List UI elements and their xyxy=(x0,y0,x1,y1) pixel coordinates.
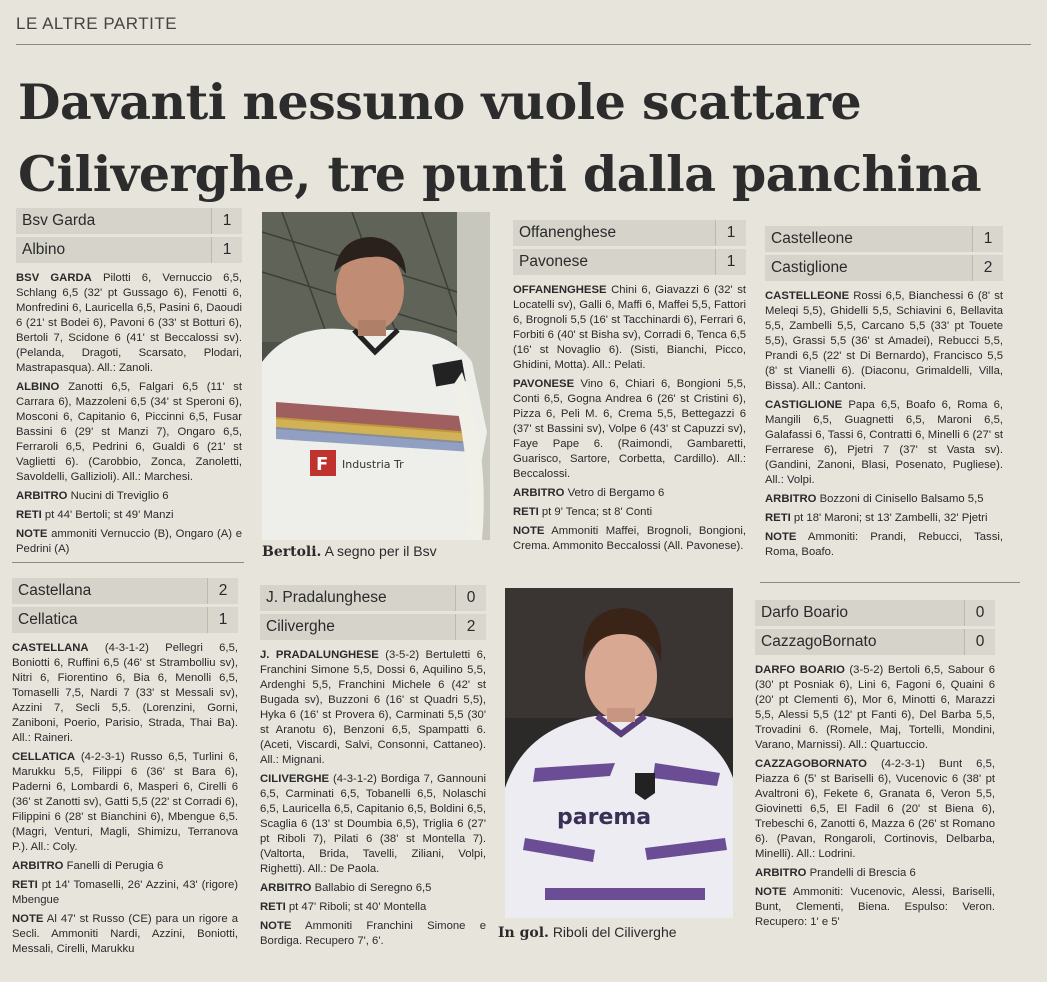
report-label: NOTE xyxy=(513,525,545,537)
match-box xyxy=(755,600,995,934)
home-team-name: Bsv Garda xyxy=(22,212,96,229)
away-team-row xyxy=(260,614,486,640)
report-text: (3-5-2) Bertoli 6,5, Sabour 6 (30' pt Posniak 6), Lini 6, Fagoni 6, Quaini 6 (20' pt Clementi 6), Mor 6, Minotti 6, Marazzi 5,5, Alessi 5,5 (12' pt Fanti 6), Del Barba 5,5, Trovadini 6. (Romele, Maj, Tortelli, Mondini, Varano, Marnissi). All.: Quartuccio. xyxy=(755,664,995,751)
photo2-caption xyxy=(498,924,677,941)
away-team-score: 0 xyxy=(964,629,995,655)
report-text: Vetro di Bergamo 6 xyxy=(567,487,665,499)
section-label: LE ALTRE PARTITE xyxy=(16,14,178,33)
report-paragraph xyxy=(513,524,746,554)
away-team-score: 2 xyxy=(972,255,1003,281)
report-label: CELLATICA xyxy=(12,751,76,763)
report-text: Al 47' st Russo (CE) para un rigore a Secli. Ammoniti Nardi, Azzini, Boniotti, Messali, Cirelli, Marukku xyxy=(12,913,238,955)
report-text: pt 44' Bertoli; st 49' Manzi xyxy=(44,509,174,521)
report-text: Ballabio di Seregno 6,5 xyxy=(314,882,432,894)
match-box xyxy=(765,226,1003,564)
home-team-name: Castelleone xyxy=(771,230,853,247)
report-text: Vino 6, Chiari 6, Bongioni 5,5, Conti 6,5, Gogna Andrea 6 (26' st Cristini 6), Pizza 6, Peli M. 6, Crema 5,5, Bettegazzi 6 (37' st Bassini sv), Volpe 6 (43' st Capuzzi sv), Faye Pape 6. (Raimondi, Gambaretti, Guarisco, Sartore, Corbetta, Cardillo). All.: Beccalossi. xyxy=(513,378,746,480)
report-label: ARBITRO xyxy=(765,493,817,505)
report-paragraph xyxy=(12,912,238,957)
report-label: NOTE xyxy=(755,886,787,898)
home-team-score: 1 xyxy=(715,220,746,246)
report-text: Nucini di Treviglio 6 xyxy=(70,490,169,502)
match-report xyxy=(765,289,1003,560)
report-paragraph xyxy=(513,377,746,482)
report-text: (4-2-3-1) Bunt 6,5, Piazza 6 (5' st Bariselli 6), Vucenovic 6 (38' pt Avaltroni 6), Fekete 6, Granata 6, Veron 5,5, Giovinetti 6,5, El Fadil 6 (20' st Biena 6), Trebeschi 6, Zanotti 6, Mazza 6 (26' st Romano 6). (Pavan, Rongaroli, Cortinovis, Delbarba, Minelli). All.: Lodrini. xyxy=(755,758,995,860)
report-text: Prandelli di Brescia 6 xyxy=(809,867,916,879)
report-paragraph xyxy=(16,508,242,523)
report-paragraph xyxy=(16,527,242,557)
away-team-row xyxy=(765,255,1003,281)
home-team-row xyxy=(513,220,746,246)
home-team-row xyxy=(755,600,995,626)
match-report xyxy=(16,271,242,557)
home-team-row xyxy=(16,208,242,234)
match-box xyxy=(513,220,746,558)
report-text: Ammoniti: Prandi, Rebucci, Tassi, Roma, Boafo. xyxy=(765,531,1003,558)
shirt-sponsor-text: Industria Tr xyxy=(342,458,404,471)
report-label: PAVONESE xyxy=(513,378,575,390)
report-text: (4-3-1-2) Bordiga 7, Gannouni 6,5, Carminati 6,5, Tobanelli 6,5, Nolaschi 6,5, Lauricella 6,5, Capitanio 6,5, Boldini 6,5, Scaglia 6 (13' st Doumbia 6,5), Triglia 6 (27' pt Riboli 7), Pilati 6 (38' st Montella 7). (Valtorta, Brida, Tavelli, Ziliani, Volpi, Righetti). All.: De Paola. xyxy=(260,773,486,875)
away-team-row xyxy=(12,607,238,633)
away-team-name: Cellatica xyxy=(18,611,78,628)
report-text: Pilotti 6, Vernuccio 6,5, Schlang 6,5 (32' pt Gussago 6), Fenotti 6, Monfredini 6, Lauricella 6,5, Pasini 6, Daoudi 6 (21' st Bodei 6), Pavoni 6 (33' st Botturi 6), Bertoli 7, Scidone 6 (41' st Beccalossi sv). (Pelanda, Dragoti, Scarsato, Plodari, Mastrapasqua). All.: Zanoli. xyxy=(16,272,243,374)
home-team-name: J. Pradalunghese xyxy=(266,589,387,606)
report-paragraph xyxy=(260,919,486,949)
headline-line-1: Davanti nessuno vuole scattare xyxy=(18,73,862,131)
match-report xyxy=(12,641,238,957)
headline-line-2: Ciliverghe, tre punti dalla panchina xyxy=(18,145,982,203)
caption-name: Bertoli. xyxy=(262,544,322,560)
report-text: Ammoniti: Vucenovic, Alessi, Bariselli, Bunt, Clementi, Biena. Espulso: Veron. Recupero: 1' e 5' xyxy=(755,886,995,928)
away-team-name: Pavonese xyxy=(519,253,588,270)
report-paragraph xyxy=(16,271,242,376)
report-label: RETI xyxy=(513,506,539,518)
match-report xyxy=(513,283,746,554)
away-team-score: 1 xyxy=(211,237,242,263)
report-label: RETI xyxy=(765,512,791,524)
player-photo-bertoli xyxy=(262,212,490,540)
home-team-score: 1 xyxy=(972,226,1003,252)
report-paragraph xyxy=(513,505,746,520)
row-divider xyxy=(760,582,1020,583)
report-paragraph xyxy=(765,289,1003,394)
report-label: CASTIGLIONE xyxy=(765,399,843,411)
player-illustration xyxy=(505,588,733,918)
report-text: Rossi 6,5, Bianchessi 6 (8' st Meleqi 5,5), Ghidelli 5,5, Schiavini 6, Bellavita 5,5, Zambelli 5,5, Carcano 5,5 (33' pt Touete 5,5), Grassi 5,5 (36' st Amadei), Rebucci 5,5, Prandi 6,5 (22' st Di Bernardo), Francisco 5,5 (8' st Vianelli 6). (Diaconu, Grimaldelli, Villa, Bissa). All.: Cantoni. xyxy=(765,290,1004,392)
report-paragraph xyxy=(12,859,238,874)
report-paragraph xyxy=(260,648,486,768)
away-team-row xyxy=(513,249,746,275)
report-label: ALBINO xyxy=(16,381,60,393)
match-report xyxy=(260,648,486,949)
match-report xyxy=(755,663,995,930)
home-team-name: Castellana xyxy=(18,582,92,599)
report-paragraph xyxy=(260,772,486,877)
report-paragraph xyxy=(755,663,995,753)
home-team-row xyxy=(12,578,238,604)
report-text: ammoniti Vernuccio (B), Ongaro (A) e Pedrini (A) xyxy=(16,528,243,555)
report-text: Chini 6, Giavazzi 6 (32' st Locatelli sv), Galli 6, Maffi 6, Maffei 5,5, Fattori 6, Brognoli 5,5 (16' st Tacchinardi 6), Ferrari 6, Forbiti 6 (40' st Bisha sv), Corradi 6, Tenca 6,5 (16' st Novaglio 6). (Sisti, Bianchi, Picco, Ghidini, Motta). All.: Pelati. xyxy=(513,284,747,371)
report-paragraph xyxy=(765,530,1003,560)
report-label: RETI xyxy=(12,879,38,891)
photo1-caption xyxy=(262,543,437,560)
report-paragraph xyxy=(12,878,238,908)
report-paragraph xyxy=(12,641,238,746)
report-paragraph xyxy=(16,489,242,504)
home-team-score: 0 xyxy=(964,600,995,626)
report-text: (4-3-1-2) Pellegri 6,5, Boniotti 6, Ruffini 6,5 (46' st Strambolliu sv), Nitri 6, Fiorentino 6, Bia 6, Menolli 6,5, Tomaselli 7,5, Nardi 7 (33' st Messali sv), Azzini 7, Secli 5,5. (Lorenzini, Gorni, Zaniboni, Poerio, Parisio, Strada, Thai Ba). All.: Raineri. xyxy=(12,642,238,744)
home-team-row xyxy=(765,226,1003,252)
report-label: NOTE xyxy=(260,920,292,932)
report-text: Zanotti 6,5, Falgari 6,5 (11' st Carrara 6), Mazzoleni 6,5 (34' st Speroni 6), Mosconi 6, Capitanio 6, Piccinni 6,5, Fusar Bassini 6 (29' st Manzi 7), Ongaro 6,5, Ferraroli 6,5, Pedrini 6, Gualdi 6 (21' st Vaglietti 6). (Carobbio, Zonca, Zanoletti, Savoldelli, Gallizioli). All.: Marchesi. xyxy=(16,381,242,483)
report-paragraph xyxy=(755,885,995,930)
report-text: pt 47' Riboli; st 40' Montella xyxy=(288,901,427,913)
report-label: CAZZAGOBORNATO xyxy=(755,758,867,770)
report-label: RETI xyxy=(260,901,286,913)
report-label: RETI xyxy=(16,509,42,521)
report-label: CASTELLANA xyxy=(12,642,89,654)
report-text: Ammoniti Franchini Simone e Bordiga. Recupero 7', 6'. xyxy=(260,920,487,947)
away-team-name: CazzagoBornato xyxy=(761,633,877,650)
away-team-row xyxy=(16,237,242,263)
report-label: ARBITRO xyxy=(513,487,565,499)
report-label: NOTE xyxy=(765,531,797,543)
report-paragraph xyxy=(755,757,995,862)
player-illustration xyxy=(262,212,490,540)
report-paragraph xyxy=(765,398,1003,488)
away-team-score: 1 xyxy=(715,249,746,275)
report-text: (3-5-2) Bertuletti 6, Franchini Simone 5,5, Dossi 6, Aquilino 5,5, Ardenghi 5,5, Franchini Michele 6 (42' st Bugada sv), Buzzoni 6 (16' st Quadri 5,5), Hyka 6 (16' st Provera 6), Carminati 5,5 (30' st Aranotu 6), Benzoni 6,5, Spampatti 6. (Aceti, Viscardi, Salvi, Consonni, Cattaneo). All.: Mignani. xyxy=(260,649,486,766)
report-text: pt 14' Tomaselli, 26' Azzini, 43' (rigore) Mbengue xyxy=(12,879,239,906)
report-label: CILIVERGHE xyxy=(260,773,330,785)
report-paragraph xyxy=(755,866,995,881)
report-text: Fanelli di Perugia 6 xyxy=(66,860,164,872)
report-text: (4-2-3-1) Russo 6,5, Turlini 6, Marukku 5,5, Filippi 6 (36' st Bara 6), Paderni 6, Lombardi 6, Masperi 6, Cirelli 6 (36' st Zanotti sv), Gatti 5,5 (22' st Corradi 6), Filippini 6 (28' st Bianchini 6), Mbengue 6,5. (Magri, Venturi, Magli, Shimizu, Terranova P.). All.: Coly. xyxy=(12,751,239,853)
player-photo-riboli xyxy=(505,588,733,918)
report-text: Papa 6,5, Boafo 6, Roma 6, Mangili 6,5, Guagnetti 6,5, Maroni 6,5, Galafassi 6, Tassi 6, Contratti 6, Minelli 6 (27' st Ferrarese 6), Pjetri 7 (37' st Vasta sv). (Gandini, Zanoni, Blasi, Posenato, Pugliese). All.: Volpi. xyxy=(765,399,1004,486)
top-rule xyxy=(16,44,1031,45)
away-team-name: Albino xyxy=(22,241,66,258)
home-team-name: Darfo Boario xyxy=(761,604,849,621)
report-paragraph xyxy=(765,492,1003,507)
report-label: OFFANENGHESE xyxy=(513,284,607,296)
shirt-sponsor-text: parema xyxy=(557,805,652,830)
report-paragraph xyxy=(765,511,1003,526)
home-team-score: 0 xyxy=(455,585,486,611)
report-label: DARFO BOARIO xyxy=(755,664,845,676)
report-paragraph xyxy=(260,900,486,915)
report-label: NOTE xyxy=(16,528,48,540)
report-text: Ammoniti Maffei, Brognoli, Bongioni, Crema. Ammonito Beccalossi (All. Pavonese). xyxy=(513,525,747,552)
report-label: NOTE xyxy=(12,913,44,925)
caption-text: Riboli del Ciliverghe xyxy=(552,924,677,940)
report-label: ARBITRO xyxy=(755,867,807,879)
report-text: Bozzoni di Cinisello Balsamo 5,5 xyxy=(819,493,984,505)
away-team-name: Ciliverghe xyxy=(266,618,335,635)
home-team-score: 2 xyxy=(207,578,238,604)
report-paragraph xyxy=(12,750,238,855)
report-paragraph xyxy=(260,881,486,896)
report-paragraph xyxy=(513,283,746,373)
home-team-row xyxy=(260,585,486,611)
away-team-score: 2 xyxy=(455,614,486,640)
caption-name: In gol. xyxy=(498,925,549,941)
home-team-score: 1 xyxy=(211,208,242,234)
caption-text: A segno per il Bsv xyxy=(324,543,437,559)
home-team-name: Offanenghese xyxy=(519,224,617,241)
away-team-name: Castiglione xyxy=(771,259,848,276)
report-paragraph xyxy=(16,380,242,485)
away-team-score: 1 xyxy=(207,607,238,633)
report-label: CASTELLEONE xyxy=(765,290,850,302)
report-label: ARBITRO xyxy=(260,882,312,894)
row-divider xyxy=(12,562,244,563)
report-text: pt 18' Maroni; st 13' Zambelli, 32' Pjetri xyxy=(793,512,988,524)
report-label: BSV GARDA xyxy=(16,272,92,284)
report-text: pt 9' Tenca; st 8' Conti xyxy=(541,506,653,518)
report-label: ARBITRO xyxy=(16,490,68,502)
report-paragraph xyxy=(513,486,746,501)
shirt-logo-letter: F xyxy=(316,454,329,475)
match-box xyxy=(16,208,242,561)
match-box xyxy=(12,578,238,961)
match-box xyxy=(260,585,486,953)
report-label: ARBITRO xyxy=(12,860,64,872)
report-label: J. PRADALUNGHESE xyxy=(260,649,379,661)
away-team-row xyxy=(755,629,995,655)
